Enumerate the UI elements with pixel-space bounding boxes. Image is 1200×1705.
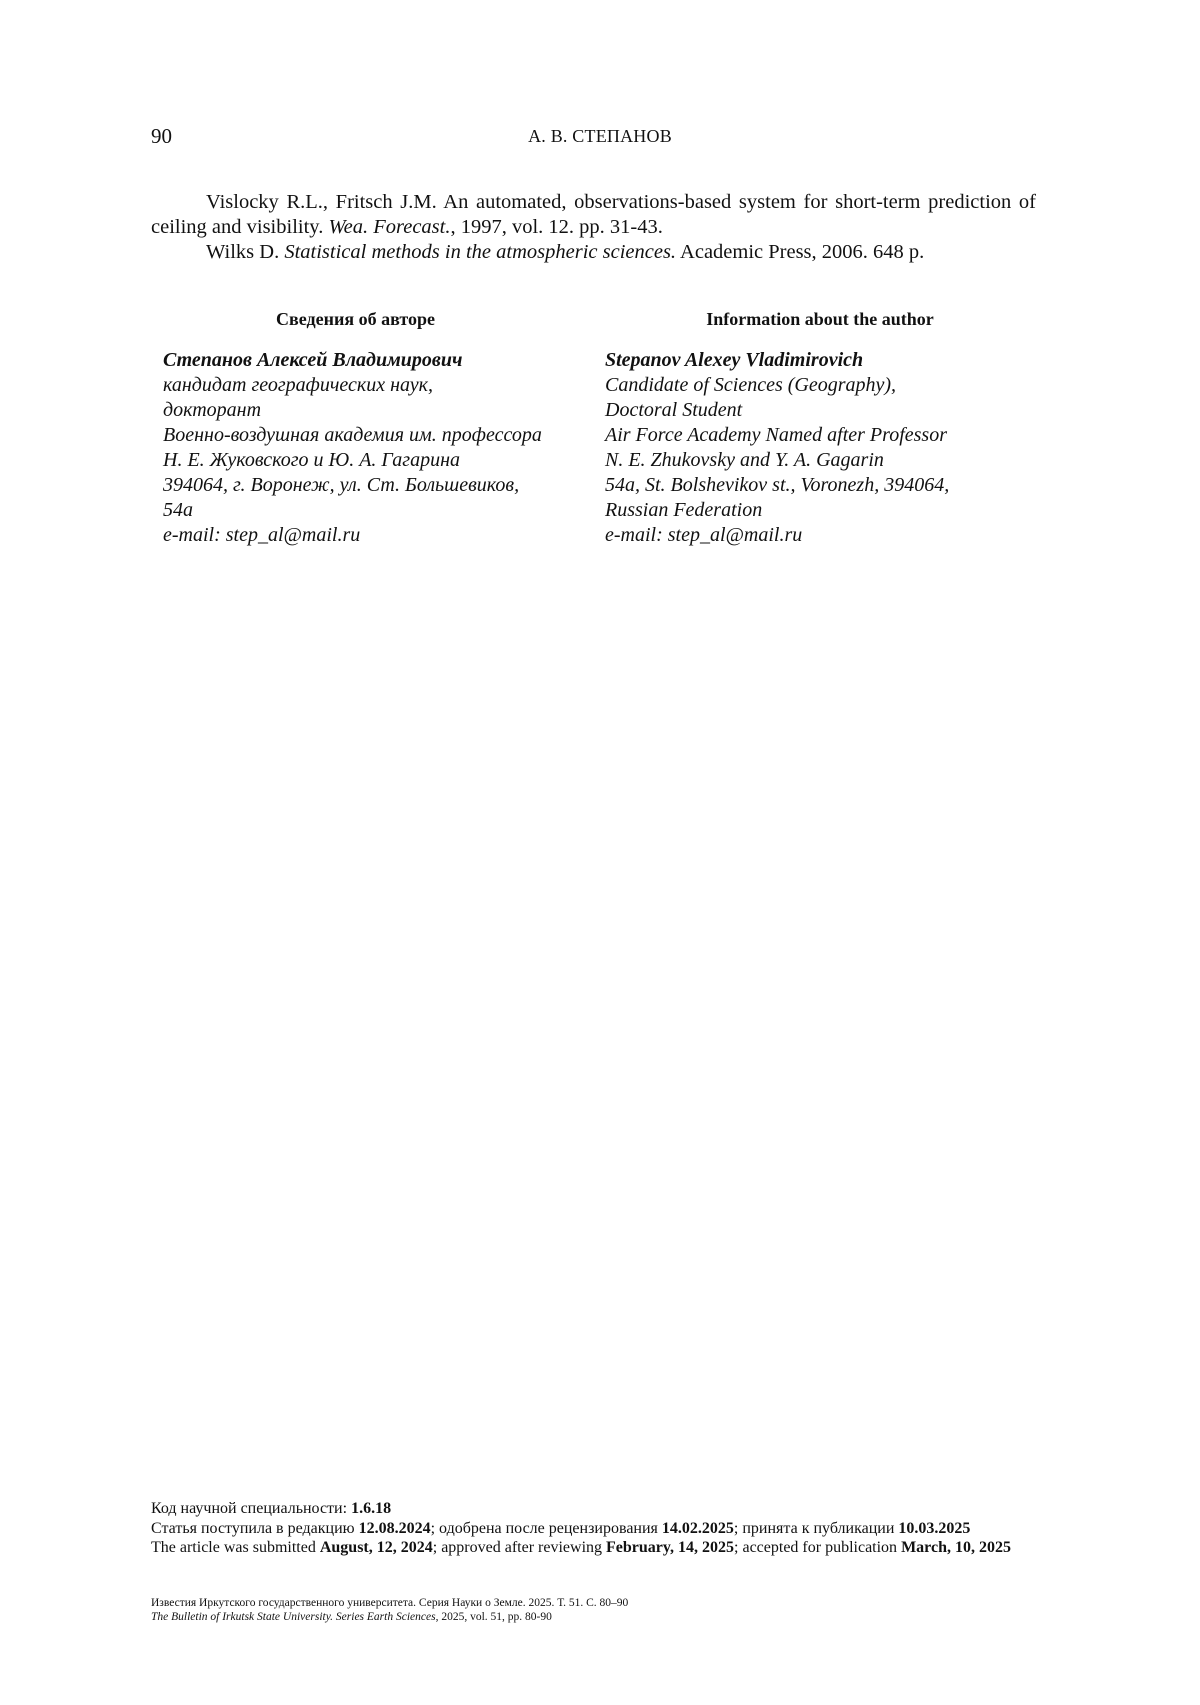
- accepted-date-en: March, 10, 2025: [901, 1539, 1011, 1556]
- author-affiliation-en: N. E. Zhukovsky and Y. A. Gagarin: [605, 449, 884, 471]
- reference-list: [151, 190, 1036, 265]
- journal-details-en: , 2025, vol. 51, pp. 80-90: [435, 1611, 552, 1623]
- approved-date-en: February, 14, 2025: [606, 1539, 735, 1556]
- approved-label-en: ; approved after reviewing: [432, 1539, 607, 1556]
- author-address-ru: 394064, г. Воронеж, ул. Ст. Большевиков,: [163, 474, 520, 496]
- author-affiliation-ru: Н. Е. Жуковского и Ю. А. Гагарина: [163, 449, 461, 471]
- author-affiliation-ru: Военно-воздушная академия им. профессора: [163, 424, 542, 446]
- author-degree-en: Candidate of Sciences (Geography),: [605, 374, 897, 396]
- ref-authors: Wilks D.: [206, 241, 280, 263]
- author-info-ru: [163, 309, 593, 548]
- journal-citation-en: [151, 1610, 628, 1624]
- accepted-label-en: ; accepted for publication: [734, 1539, 902, 1556]
- approved-label-ru: ; одобрена после рецензирования: [430, 1519, 662, 1537]
- journal-citation-ru: Известия Иркутского государственного университета. Серия Науки о Земле. 2025. Т. 51. С. 80–90: [151, 1597, 629, 1609]
- author-degree-ru: кандидат географических наук,: [163, 374, 434, 396]
- author-position-en: Doctoral Student: [605, 399, 743, 421]
- ref-details: , 1997, vol. 12. pp. 31-43.: [450, 216, 663, 238]
- author-info-en: [605, 309, 1035, 548]
- ref-authors: Vislocky R.L., Fritsch J.M.: [206, 191, 437, 213]
- author-info-ru-heading: Сведения об авторе: [276, 309, 435, 329]
- ref-title: An automated, observations-based system for short-term prediction of ceiling and visibility.: [151, 191, 1036, 238]
- page-number: 90: [151, 124, 172, 148]
- accepted-date-ru: 10.03.2025: [898, 1519, 971, 1537]
- ref-journal: Statistical methods in the atmospheric sciences.: [284, 241, 677, 263]
- author-address-en: 54a, St. Bolshevikov st., Voronezh, 394064,: [605, 474, 950, 496]
- author-affiliation-en: Air Force Academy Named after Professor: [605, 424, 947, 446]
- author-name-ru: Степанов Алексей Владимирович: [163, 349, 463, 371]
- author-email-en: e-mail: step_al@mail.ru: [605, 524, 803, 546]
- specialty-code: 1.6.18: [351, 1500, 392, 1517]
- author-address-en: Russian Federation: [605, 499, 763, 521]
- specialty-label: Код научной специальности:: [151, 1500, 352, 1517]
- author-info-en-heading: Information about the author: [706, 309, 934, 329]
- approved-date-ru: 14.02.2025: [661, 1519, 734, 1537]
- ref-details: Academic Press, 2006. 648 p.: [676, 241, 925, 263]
- article-metadata: [151, 1499, 1051, 1558]
- author-position-ru: докторант: [163, 399, 262, 421]
- author-email-ru: e-mail: step_al@mail.ru: [163, 524, 361, 546]
- dates-en-line: [151, 1538, 1051, 1558]
- author-name-en: Stepanov Alexey Vladimirovich: [605, 349, 864, 371]
- received-label-ru: Статья поступила в редакцию: [151, 1519, 359, 1537]
- ref-journal: Wea. Forecast.: [328, 216, 451, 238]
- received-date-ru: 12.08.2024: [358, 1519, 431, 1537]
- accepted-label-ru: ; принята к публикации: [733, 1519, 899, 1537]
- received-label-en: The article was submitted: [151, 1539, 320, 1556]
- running-head: А. В. СТЕПАНОВ: [528, 126, 672, 146]
- journal-footer: [151, 1596, 628, 1624]
- author-address-ru: 54а: [163, 499, 193, 521]
- reference-item: [151, 190, 1036, 240]
- reference-item: [151, 240, 1036, 265]
- dates-ru-line: [151, 1519, 1051, 1539]
- specialty-code-line: [151, 1499, 1051, 1519]
- received-date-en: August, 12, 2024: [319, 1539, 433, 1556]
- journal-title-en: The Bulletin of Irkutsk State University. Series Earth Sciences: [151, 1611, 436, 1623]
